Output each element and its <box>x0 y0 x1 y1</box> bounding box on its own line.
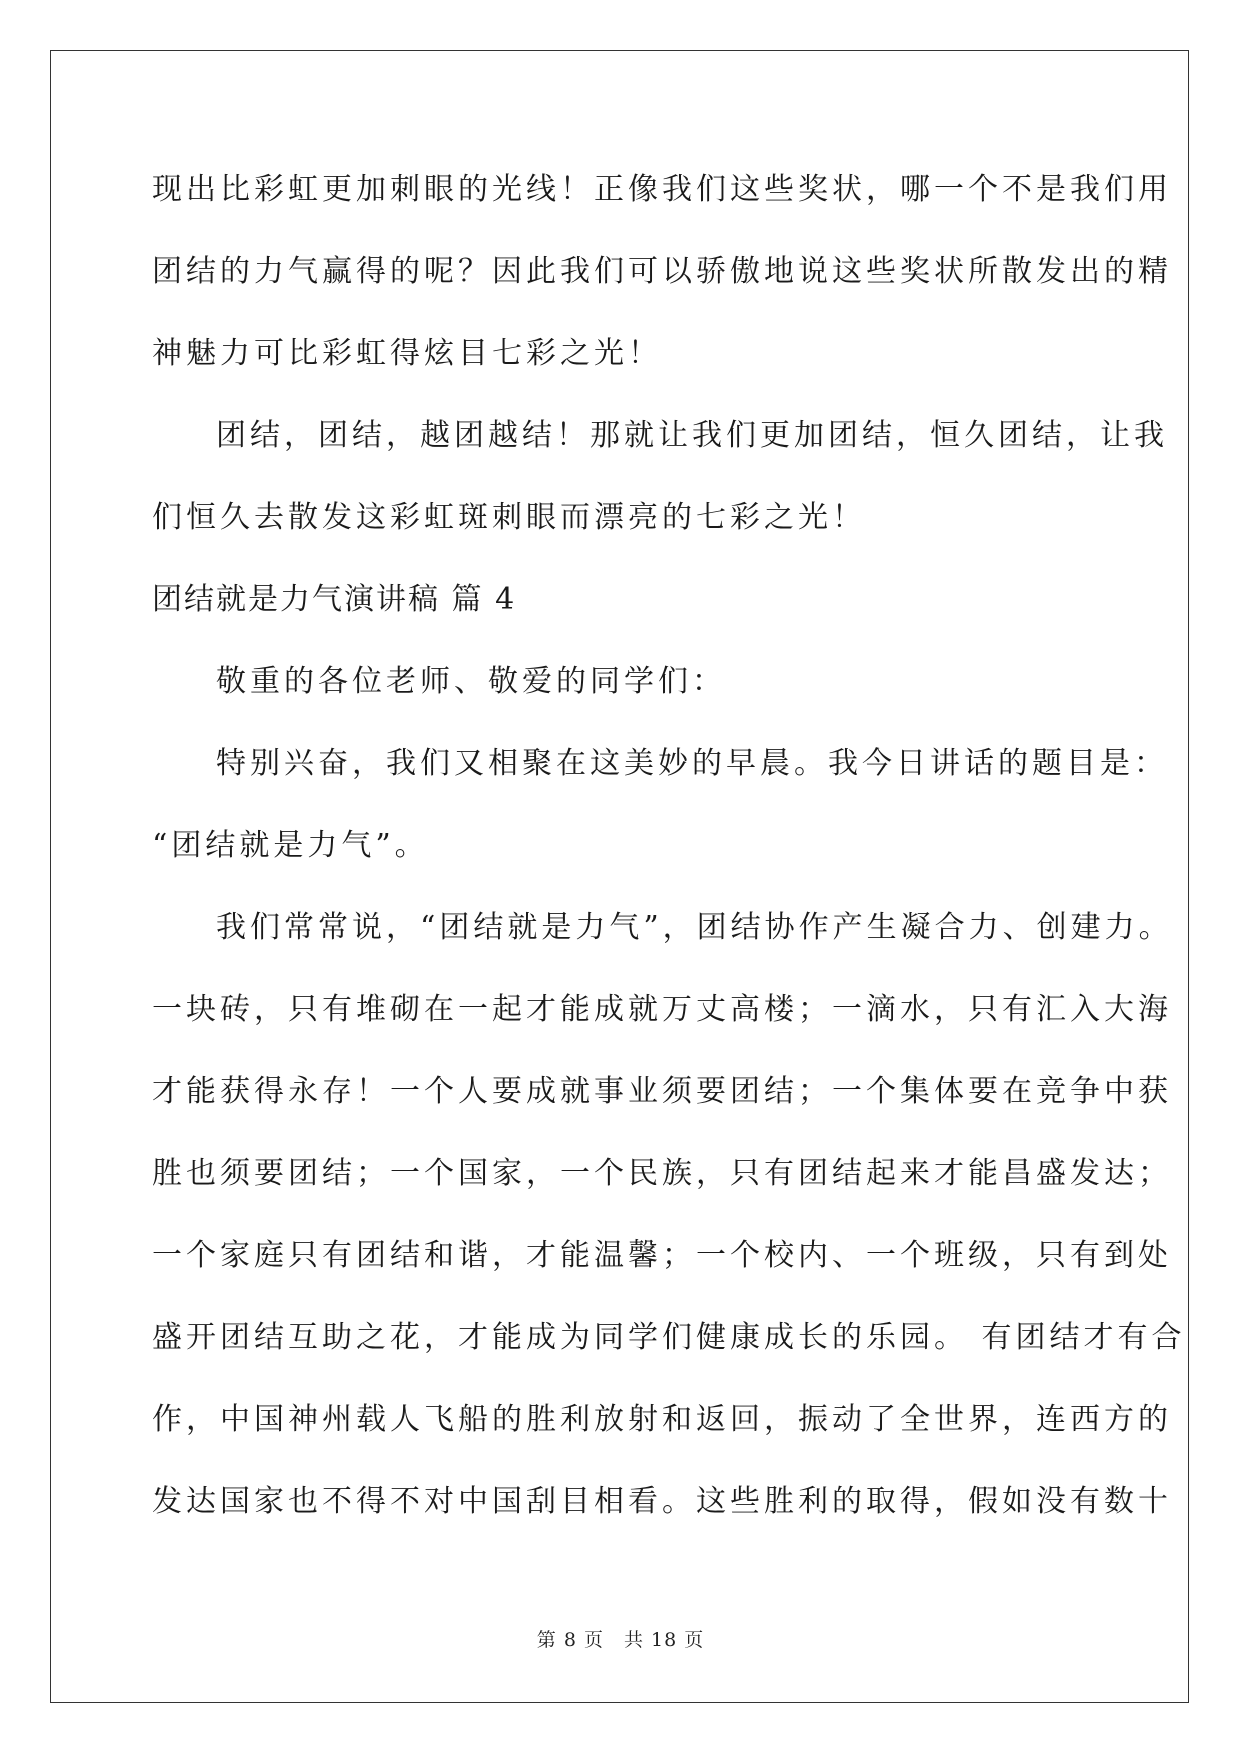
paragraph-line: 盛开团结互助之花，才能成为同学们健康成长的乐园。 有团结才有合 <box>152 1320 1186 1355</box>
paragraph-line: 们恒久去散发这彩虹斑刺眼而漂亮的七彩之光！ <box>152 500 866 535</box>
document-body <box>152 160 1186 1554</box>
paragraph-line: 团结，团结，越团越结！那就让我们更加团结，恒久团结，让我 <box>216 418 1168 453</box>
paragraph-line: 一个家庭只有团结和谐，才能温馨；一个校内、一个班级，只有到处 <box>152 1238 1172 1273</box>
paragraph-line: 特别兴奋，我们又相聚在这美妙的早晨。我今日讲话的题目是： <box>216 746 1168 781</box>
paragraph-line: 才能获得永存！一个人要成就事业须要团结；一个集体要在竞争中获 <box>152 1074 1172 1109</box>
salutation-line: 敬重的各位老师、敬爱的同学们： <box>216 664 726 699</box>
paragraph-line: 发达国家也不得不对中国刮目相看。这些胜利的取得，假如没有数十 <box>152 1484 1172 1519</box>
paragraph-line: 胜也须要团结；一个国家，一个民族，只有团结起来才能昌盛发达； <box>152 1156 1172 1191</box>
paragraph-line: “团结就是力气”。 <box>152 828 429 863</box>
section-heading: 团结就是力气演讲稿 篇 4 <box>152 582 517 617</box>
paragraph-line: 神魅力可比彩虹得炫目七彩之光！ <box>152 336 662 371</box>
paragraph-line: 作，中国神州载人飞船的胜利放射和返回，振动了全世界，连西方的 <box>152 1402 1172 1437</box>
page-number-footer: 第 8 页 共 18 页 <box>536 1629 705 1651</box>
paragraph-line: 我们常常说，“团结就是力气”，团结协作产生凝合力、创建力。 <box>216 910 1173 945</box>
paragraph-line: 团结的力气赢得的呢？因此我们可以骄傲地说这些奖状所散发出的精 <box>152 254 1172 289</box>
paragraph-line: 现出比彩虹更加刺眼的光线！正像我们这些奖状，哪一个不是我们用 <box>152 172 1172 207</box>
paragraph-line: 一块砖，只有堆砌在一起才能成就万丈高楼；一滴水，只有汇入大海 <box>152 992 1172 1027</box>
